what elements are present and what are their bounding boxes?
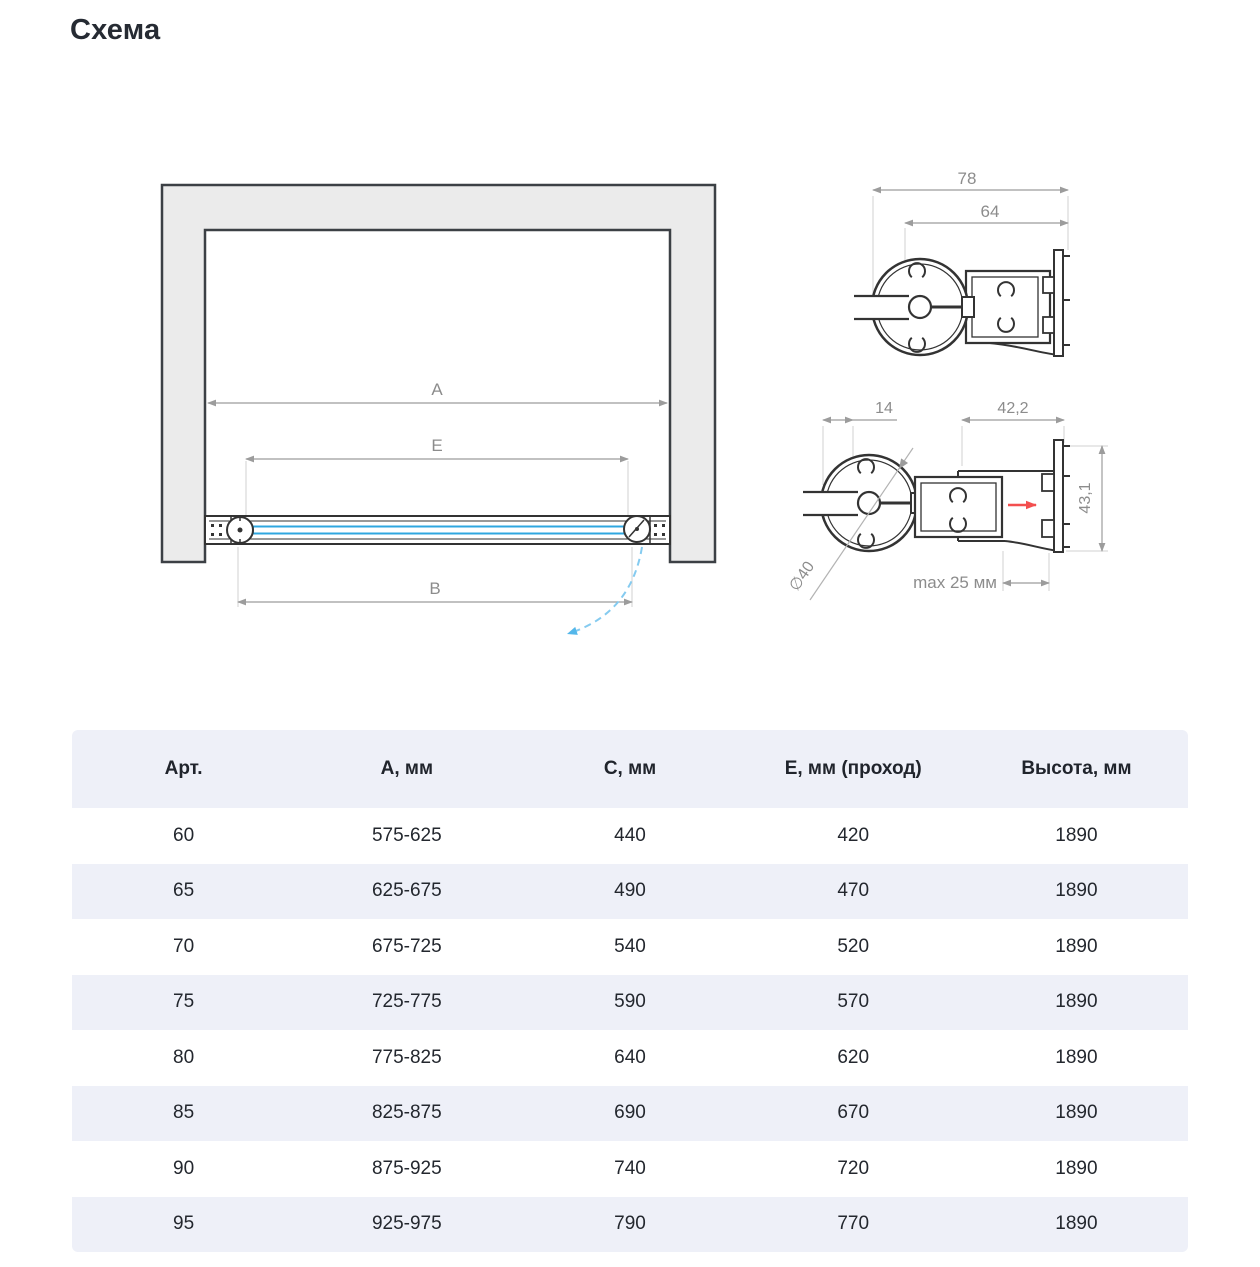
col-header-e: Е, мм (проход) — [784, 758, 922, 779]
door-track — [205, 516, 670, 544]
cell-a: 925-975 — [371, 1213, 442, 1235]
cell-e: 520 — [837, 935, 870, 957]
cell-e: 620 — [837, 1046, 870, 1068]
cell-e: 470 — [837, 880, 870, 902]
profile-section-top — [854, 169, 1070, 356]
cell-a: 775-825 — [371, 1046, 442, 1068]
col-header-height: Высота, мм — [1021, 758, 1132, 779]
dim-label-a: A — [431, 380, 443, 399]
dim-label-diameter: ∅40 — [786, 558, 819, 595]
dim-label-78: 78 — [957, 169, 977, 188]
size-table — [72, 730, 1188, 1252]
cell-art: 65 — [173, 880, 195, 902]
cell-art: 75 — [173, 991, 195, 1013]
cell-height: 1890 — [1055, 1102, 1098, 1124]
cell-height: 1890 — [1055, 1157, 1098, 1179]
cell-e: 570 — [837, 991, 870, 1013]
cell-a: 575-625 — [371, 824, 442, 846]
table-row — [72, 1086, 1188, 1142]
cell-art: 70 — [173, 935, 195, 957]
table-row — [72, 1197, 1188, 1253]
dim-label-42: 42,2 — [997, 400, 1029, 417]
cell-c: 590 — [614, 991, 646, 1013]
cell-height: 1890 — [1055, 880, 1098, 902]
cell-height: 1890 — [1055, 935, 1098, 957]
dim-label-e: E — [431, 436, 443, 455]
cell-e: 420 — [837, 824, 870, 846]
table-header-row — [72, 730, 1188, 808]
table-row — [72, 1030, 1188, 1086]
cell-art: 85 — [173, 1102, 195, 1124]
left-pivot — [227, 517, 253, 543]
col-header-art: Арт. — [164, 758, 203, 779]
rod-profile-circle — [803, 455, 923, 551]
cell-height: 1890 — [1055, 991, 1098, 1013]
cell-a: 725-775 — [371, 991, 442, 1013]
cell-art: 80 — [173, 1046, 195, 1068]
cell-c: 690 — [614, 1102, 646, 1124]
cell-c: 490 — [614, 880, 646, 902]
table-row — [72, 975, 1188, 1031]
cell-art: 95 — [173, 1213, 195, 1235]
table-row — [72, 919, 1188, 975]
profile-section-bottom — [786, 400, 1108, 600]
right-pivot — [624, 516, 650, 542]
dim-label-64: 64 — [980, 202, 1000, 221]
table-row — [72, 864, 1188, 920]
cell-a: 675-725 — [371, 935, 442, 957]
rod-profile-circle — [854, 259, 974, 355]
niche-top-view — [162, 185, 715, 638]
sliding-profile-rect — [915, 477, 1002, 537]
dim-label-max25: max 25 мм — [913, 573, 997, 592]
cell-height: 1890 — [1055, 824, 1098, 846]
page-title: Схема — [70, 14, 161, 46]
cell-art: 60 — [173, 824, 195, 846]
glass-panel — [253, 527, 628, 534]
cell-c: 440 — [614, 824, 646, 846]
col-header-a: А, мм — [380, 758, 433, 779]
cell-a: 825-875 — [371, 1102, 442, 1124]
table-row — [72, 1141, 1188, 1197]
cell-c: 540 — [614, 935, 646, 957]
col-header-c: С, мм — [603, 758, 657, 779]
cell-c: 640 — [614, 1046, 646, 1068]
cell-e: 770 — [837, 1213, 870, 1235]
cell-e: 720 — [837, 1157, 870, 1179]
cell-a: 625-675 — [371, 880, 442, 902]
cell-a: 875-925 — [371, 1157, 442, 1179]
dim-label-b: B — [429, 579, 441, 598]
door-swing-arc — [570, 547, 642, 633]
cell-height: 1890 — [1055, 1046, 1098, 1068]
niche-walls — [162, 185, 715, 562]
dim-label-14: 14 — [875, 400, 893, 417]
cell-e: 670 — [837, 1102, 870, 1124]
table-row — [72, 808, 1188, 864]
cell-height: 1890 — [1055, 1213, 1098, 1235]
cell-art: 90 — [173, 1157, 195, 1179]
wall-flange — [1042, 440, 1070, 552]
cell-c: 740 — [614, 1157, 646, 1179]
cell-c: 790 — [614, 1213, 646, 1235]
door-swing-arrowhead — [566, 627, 578, 638]
dim-label-43: 43,1 — [1077, 482, 1094, 514]
